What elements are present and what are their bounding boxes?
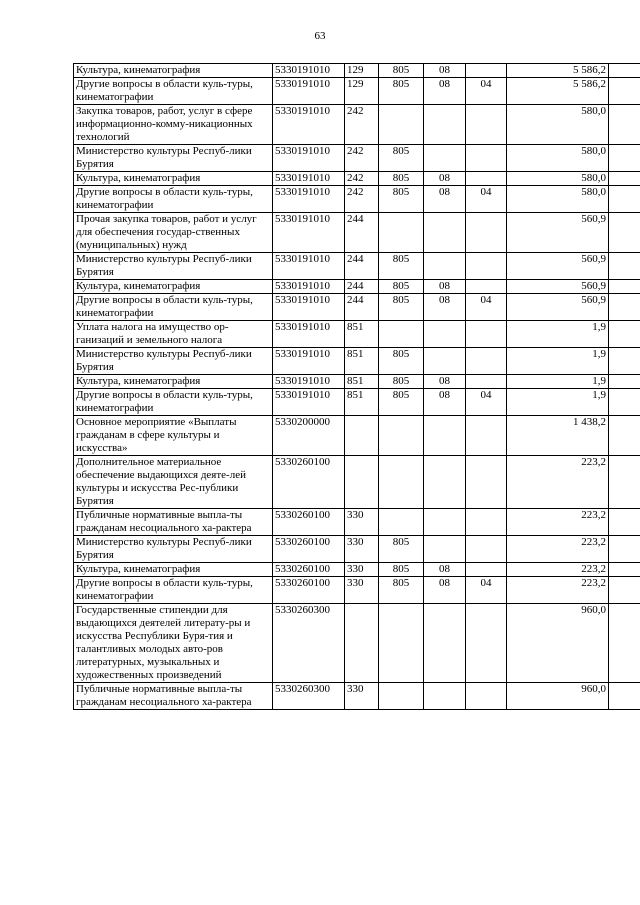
expense-type-cell: 242: [345, 186, 379, 213]
section-cell: 08: [424, 294, 466, 321]
table-row: [74, 105, 640, 145]
amount-cell: 1,9: [507, 375, 609, 389]
section-cell: [424, 683, 466, 710]
target-article-cell: 5330191010: [273, 213, 345, 253]
ministry-code-cell: 805: [379, 78, 424, 105]
ministry-code-cell: 805: [379, 375, 424, 389]
subsection-cell: [466, 172, 507, 186]
amount-cell: 1 438,2: [507, 416, 609, 456]
row-name-cell: Закупка товаров, работ, услуг в сфере информационно-комму-никационных технологий: [74, 105, 273, 145]
expense-type-cell: 330: [345, 563, 379, 577]
target-article-cell: 5330191010: [273, 375, 345, 389]
subsection-cell: 04: [466, 294, 507, 321]
row-name-cell: Уплата налога на имущество ор-ганизаций и земельного налога: [74, 321, 273, 348]
subsection-cell: [466, 456, 507, 509]
expense-type-cell: 244: [345, 253, 379, 280]
subsection-cell: [466, 375, 507, 389]
amount-cell: 223,2: [507, 563, 609, 577]
expense-type-cell: [345, 604, 379, 683]
amount-cell: 1,9: [507, 348, 609, 375]
target-article-cell: 5330260100: [273, 563, 345, 577]
subsection-cell: [466, 145, 507, 172]
amount-cell: 580,0: [507, 105, 609, 145]
row-name-cell: Министерство культуры Респуб-лики Бурятия: [74, 145, 273, 172]
expense-type-cell: 129: [345, 64, 379, 78]
amount-cell: 223,2: [507, 536, 609, 563]
section-cell: 08: [424, 280, 466, 294]
ministry-code-cell: 805: [379, 348, 424, 375]
target-article-cell: 5330191010: [273, 280, 345, 294]
row-name-cell: Культура, кинематография: [74, 172, 273, 186]
target-article-cell: 5330200000: [273, 416, 345, 456]
section-cell: [424, 416, 466, 456]
subsection-cell: [466, 253, 507, 280]
row-name-cell: Культура, кинематография: [74, 375, 273, 389]
ministry-code-cell: 805: [379, 64, 424, 78]
ministry-code-cell: [379, 321, 424, 348]
row-name-cell: Министерство культуры Респуб-лики Бурятия: [74, 536, 273, 563]
ministry-code-cell: 805: [379, 280, 424, 294]
row-name-cell: Публичные нормативные выпла-ты гражданам несоциального ха-рактера: [74, 509, 273, 536]
target-article-cell: 5330260300: [273, 683, 345, 710]
subsection-cell: [466, 683, 507, 710]
subsection-cell: [466, 213, 507, 253]
expense-type-cell: 242: [345, 105, 379, 145]
empty-cell: [609, 577, 640, 604]
row-name-cell: Дополнительное материальное обеспечение выдающихся деяте-лей культуры и искусства Рес-публики Бурятия: [74, 456, 273, 509]
subsection-cell: [466, 280, 507, 294]
row-name-cell: Другие вопросы в области куль-туры, кинематографии: [74, 294, 273, 321]
subsection-cell: 04: [466, 186, 507, 213]
table-row: [74, 416, 640, 456]
table-row: [74, 145, 640, 172]
target-article-cell: 5330260100: [273, 577, 345, 604]
empty-cell: [609, 321, 640, 348]
expense-type-cell: 851: [345, 375, 379, 389]
empty-cell: [609, 105, 640, 145]
row-name-cell: Культура, кинематография: [74, 64, 273, 78]
section-cell: [424, 604, 466, 683]
empty-cell: [609, 348, 640, 375]
expense-type-cell: 851: [345, 389, 379, 416]
section-cell: 08: [424, 186, 466, 213]
target-article-cell: 5330191010: [273, 253, 345, 280]
empty-cell: [609, 416, 640, 456]
subsection-cell: [466, 64, 507, 78]
amount-cell: 960,0: [507, 683, 609, 710]
expense-type-cell: 244: [345, 294, 379, 321]
section-cell: 08: [424, 172, 466, 186]
subsection-cell: [466, 416, 507, 456]
table-row: [74, 186, 640, 213]
section-cell: [424, 321, 466, 348]
empty-cell: [609, 78, 640, 105]
empty-cell: [609, 683, 640, 710]
target-article-cell: 5330191010: [273, 348, 345, 375]
row-name-cell: Основное мероприятие «Выплаты гражданам в сфере культуры и искусства»: [74, 416, 273, 456]
expense-type-cell: 242: [345, 145, 379, 172]
ministry-code-cell: [379, 105, 424, 145]
empty-cell: [609, 563, 640, 577]
row-name-cell: Другие вопросы в области куль-туры, кинематографии: [74, 78, 273, 105]
target-article-cell: 5330191010: [273, 321, 345, 348]
table-row: [74, 321, 640, 348]
subsection-cell: [466, 536, 507, 563]
row-name-cell: Другие вопросы в области куль-туры, кинематографии: [74, 389, 273, 416]
row-name-cell: Министерство культуры Респуб-лики Бурятия: [74, 348, 273, 375]
target-article-cell: 5330260100: [273, 509, 345, 536]
subsection-cell: [466, 509, 507, 536]
amount-cell: 223,2: [507, 577, 609, 604]
expense-type-cell: 242: [345, 172, 379, 186]
subsection-cell: [466, 321, 507, 348]
table-row: [74, 456, 640, 509]
empty-cell: [609, 604, 640, 683]
section-cell: [424, 509, 466, 536]
subsection-cell: 04: [466, 389, 507, 416]
ministry-code-cell: [379, 416, 424, 456]
ministry-code-cell: 805: [379, 186, 424, 213]
ministry-code-cell: 805: [379, 294, 424, 321]
table-row: [74, 604, 640, 683]
subsection-cell: [466, 563, 507, 577]
expense-type-cell: 129: [345, 78, 379, 105]
ministry-code-cell: 805: [379, 577, 424, 604]
ministry-code-cell: [379, 509, 424, 536]
table-row: [74, 280, 640, 294]
table-row: [74, 563, 640, 577]
table-row: [74, 348, 640, 375]
empty-cell: [609, 375, 640, 389]
target-article-cell: 5330191010: [273, 64, 345, 78]
amount-cell: 580,0: [507, 186, 609, 213]
amount-cell: 223,2: [507, 509, 609, 536]
section-cell: [424, 456, 466, 509]
empty-cell: [609, 64, 640, 78]
amount-cell: 580,0: [507, 145, 609, 172]
table-row: [74, 78, 640, 105]
empty-cell: [609, 253, 640, 280]
ministry-code-cell: 805: [379, 563, 424, 577]
table-row: [74, 294, 640, 321]
subsection-cell: 04: [466, 78, 507, 105]
expense-type-cell: 851: [345, 321, 379, 348]
target-article-cell: 5330260100: [273, 536, 345, 563]
expense-type-cell: 330: [345, 536, 379, 563]
section-cell: 08: [424, 375, 466, 389]
target-article-cell: 5330191010: [273, 78, 345, 105]
section-cell: [424, 253, 466, 280]
expense-type-cell: 330: [345, 683, 379, 710]
ministry-code-cell: 805: [379, 145, 424, 172]
target-article-cell: 5330191010: [273, 145, 345, 172]
target-article-cell: 5330191010: [273, 294, 345, 321]
section-cell: [424, 536, 466, 563]
target-article-cell: 5330260100: [273, 456, 345, 509]
table-row: [74, 577, 640, 604]
section-cell: 08: [424, 577, 466, 604]
ministry-code-cell: 805: [379, 536, 424, 563]
budget-table: [73, 63, 640, 710]
empty-cell: [609, 280, 640, 294]
table-row: [74, 213, 640, 253]
table-row: [74, 172, 640, 186]
table-row: [74, 64, 640, 78]
target-article-cell: 5330191010: [273, 105, 345, 145]
target-article-cell: 5330191010: [273, 186, 345, 213]
row-name-cell: Публичные нормативные выпла-ты гражданам несоциального ха-рактера: [74, 683, 273, 710]
empty-cell: [609, 213, 640, 253]
amount-cell: 580,0: [507, 172, 609, 186]
amount-cell: 960,0: [507, 604, 609, 683]
section-cell: 08: [424, 389, 466, 416]
row-name-cell: Культура, кинематография: [74, 563, 273, 577]
expense-type-cell: [345, 416, 379, 456]
expense-type-cell: 851: [345, 348, 379, 375]
amount-cell: 5 586,2: [507, 78, 609, 105]
section-cell: [424, 213, 466, 253]
row-name-cell: Другие вопросы в области куль-туры, кинематографии: [74, 577, 273, 604]
section-cell: 08: [424, 563, 466, 577]
table-row: [74, 253, 640, 280]
expense-type-cell: 330: [345, 509, 379, 536]
table-row: [74, 509, 640, 536]
section-cell: 08: [424, 78, 466, 105]
table-row: [74, 389, 640, 416]
amount-cell: 223,2: [507, 456, 609, 509]
amount-cell: 560,9: [507, 294, 609, 321]
empty-cell: [609, 456, 640, 509]
subsection-cell: [466, 105, 507, 145]
amount-cell: 5 586,2: [507, 64, 609, 78]
amount-cell: 560,9: [507, 213, 609, 253]
subsection-cell: 04: [466, 577, 507, 604]
row-name-cell: Государственные стипендии для выдающихся деятелей литерату-ры и искусства Республики Буря-тия и талантливых молодых авто-ров литературных, музыкальных и художественных произведений: [74, 604, 273, 683]
expense-type-cell: [345, 456, 379, 509]
subsection-cell: [466, 604, 507, 683]
ministry-code-cell: [379, 604, 424, 683]
empty-cell: [609, 509, 640, 536]
ministry-code-cell: 805: [379, 389, 424, 416]
empty-cell: [609, 536, 640, 563]
subsection-cell: [466, 348, 507, 375]
table-row: [74, 683, 640, 710]
empty-cell: [609, 294, 640, 321]
ministry-code-cell: 805: [379, 253, 424, 280]
table-row: [74, 375, 640, 389]
expense-type-cell: 330: [345, 577, 379, 604]
table-row: [74, 536, 640, 563]
page-number: 63: [314, 30, 326, 42]
empty-cell: [609, 186, 640, 213]
empty-cell: [609, 389, 640, 416]
amount-cell: 1,9: [507, 389, 609, 416]
amount-cell: 1,9: [507, 321, 609, 348]
row-name-cell: Прочая закупка товаров, работ и услуг для обеспечения государ-ственных (муниципальных) нужд: [74, 213, 273, 253]
ministry-code-cell: [379, 683, 424, 710]
expense-type-cell: 244: [345, 213, 379, 253]
row-name-cell: Культура, кинематография: [74, 280, 273, 294]
section-cell: 08: [424, 64, 466, 78]
ministry-code-cell: [379, 213, 424, 253]
amount-cell: 560,9: [507, 253, 609, 280]
budget-table-body: [74, 64, 640, 710]
target-article-cell: 5330191010: [273, 172, 345, 186]
row-name-cell: Другие вопросы в области куль-туры, кинематографии: [74, 186, 273, 213]
section-cell: [424, 348, 466, 375]
target-article-cell: 5330191010: [273, 389, 345, 416]
ministry-code-cell: 805: [379, 172, 424, 186]
empty-cell: [609, 145, 640, 172]
section-cell: [424, 105, 466, 145]
amount-cell: 560,9: [507, 280, 609, 294]
ministry-code-cell: [379, 456, 424, 509]
target-article-cell: 5330260300: [273, 604, 345, 683]
empty-cell: [609, 172, 640, 186]
section-cell: [424, 145, 466, 172]
row-name-cell: Министерство культуры Респуб-лики Бурятия: [74, 253, 273, 280]
expense-type-cell: 244: [345, 280, 379, 294]
